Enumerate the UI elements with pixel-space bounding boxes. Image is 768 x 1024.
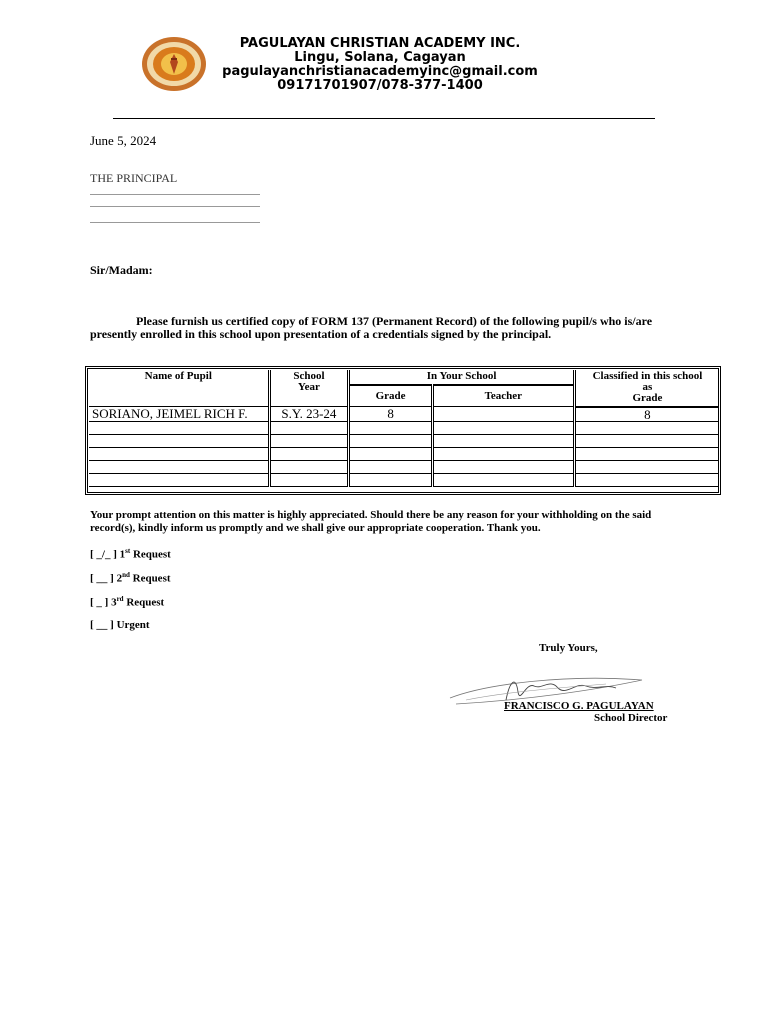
address-line-1	[90, 194, 260, 195]
header-in-school: In Your School	[349, 370, 575, 385]
header-classified-line2: as	[642, 381, 653, 393]
cell-classified: 8	[644, 406, 651, 422]
request-1: [ _/_ ] 1st Request	[90, 547, 171, 561]
header-year-line1: School	[293, 370, 325, 382]
signatory-name: FRANCISCO G. PAGULAYAN	[504, 700, 654, 712]
table-row	[89, 434, 719, 447]
salutation: Sir/Madam:	[90, 263, 153, 277]
header-year-line2: Year	[297, 381, 320, 393]
request-urgent: [ __ ] Urgent	[90, 619, 150, 631]
header-classified	[574, 370, 719, 407]
address-line-3	[90, 222, 260, 223]
letter-date: June 5, 2024	[90, 133, 157, 148]
table-row	[89, 407, 719, 422]
request-2: [ __ ] 2nd Request	[90, 571, 171, 585]
table-row	[89, 473, 719, 486]
cell-teacher	[432, 407, 574, 422]
cell-name: SORIANO, JEIMEL RICH F.	[89, 407, 269, 422]
table-row	[89, 421, 719, 434]
header-year	[269, 370, 349, 407]
table-row	[89, 447, 719, 460]
header-classified-line1: Classified in this school	[592, 370, 703, 382]
header-grade: Grade	[349, 385, 433, 407]
header-name: Name of Pupil	[89, 370, 269, 407]
school-name: PAGULAYAN CHRISTIAN ACADEMY INC.	[239, 36, 521, 51]
school-email: pagulayanchristianacademyinc@gmail.com	[222, 64, 538, 79]
pupil-table	[89, 370, 719, 487]
recipient: THE PRINCIPAL	[90, 171, 178, 185]
header-teacher: Teacher	[432, 385, 574, 407]
request-3: [ _ ] 3rd Request	[90, 595, 165, 609]
address-line-2	[90, 206, 260, 207]
school-address: Lingu, Solana, Cagayan	[294, 50, 466, 65]
header-classified-line3: Grade	[632, 392, 663, 404]
school-phone: 09171701907/078-377-1400	[277, 78, 483, 93]
closing-paragraph: Your prompt attention on this matter is highly appreciated. Should there be any reason for your withholding on the said record(s), kindly inform us promptly and we shall give our appropriate cooperation. Thank you.	[90, 509, 652, 534]
cell-year: S.Y. 23-24	[269, 407, 349, 422]
signatory-title: School Director	[594, 712, 668, 724]
table-row	[89, 460, 719, 473]
closing: Truly Yours,	[539, 642, 598, 654]
header-divider	[113, 118, 655, 119]
request-paragraph: Please furnish us certified copy of FORM 137 (Permanent Record) of the following pupil/s who is/are presently enrolled in this school upon presentation of a credentials signed by the principal.	[90, 314, 653, 341]
cell-grade: 8	[349, 407, 433, 422]
